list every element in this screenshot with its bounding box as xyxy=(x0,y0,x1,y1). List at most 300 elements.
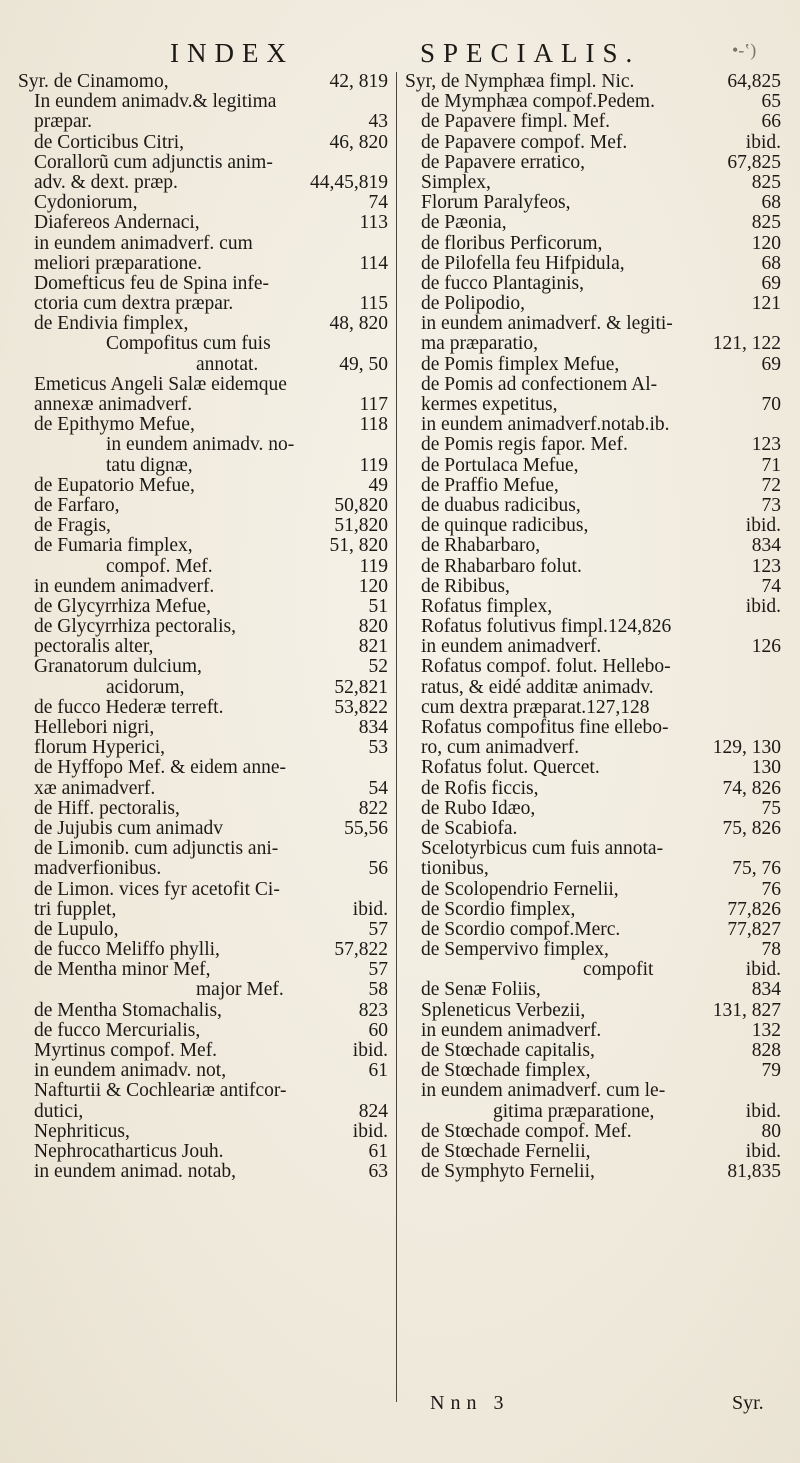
entry-text: de Pomis regis fapor. Mef. xyxy=(421,434,628,456)
entry-page-ref: 75, 76 xyxy=(732,858,781,880)
index-entry xyxy=(18,536,388,556)
index-entry xyxy=(18,819,388,839)
entry-page-ref: 56 xyxy=(368,858,388,880)
entry-text: Rofatus compof. folut. Hellebo- xyxy=(421,656,671,678)
index-entry xyxy=(18,496,388,516)
entry-text: tri fupplet, xyxy=(34,898,117,920)
header-title-left: INDEX xyxy=(170,38,294,68)
index-entry xyxy=(405,173,781,193)
index-entry xyxy=(405,678,781,698)
entry-page-ref: 74, 826 xyxy=(722,777,781,799)
entry-page-ref: 67,825 xyxy=(727,151,781,173)
entry-page-ref: 834 xyxy=(751,979,781,1001)
entry-page-ref: 130 xyxy=(751,757,781,779)
entry-page-ref: 78 xyxy=(761,939,781,961)
entry-text: tionibus, xyxy=(421,858,489,880)
entry-text: in eundem animadverf. & legiti- xyxy=(421,313,673,335)
index-entry xyxy=(405,112,781,132)
index-entry xyxy=(405,193,781,213)
index-entry xyxy=(405,234,781,254)
index-entry xyxy=(18,193,388,213)
index-entry xyxy=(18,1061,388,1081)
index-entry xyxy=(405,1081,781,1101)
entry-text: in eundem animadverf. xyxy=(421,1019,602,1041)
index-entry xyxy=(18,577,388,597)
index-entry xyxy=(405,960,781,980)
entry-text: Syr, de Nymphæa fimpl. Nic. xyxy=(405,71,635,92)
entry-text: annexæ animadverf. xyxy=(34,394,193,415)
index-entry xyxy=(405,496,781,516)
entry-text: Cydoniorum, xyxy=(34,192,138,214)
index-entry xyxy=(18,597,388,617)
entry-text: compofit xyxy=(583,959,654,981)
entry-page-ref: 120 xyxy=(358,575,388,597)
entry-page-ref: ibid. xyxy=(745,959,781,981)
index-entry xyxy=(405,294,781,314)
entry-text: de Scolopendrio Fernelii, xyxy=(421,878,619,900)
entry-page-ref: 43 xyxy=(368,111,388,133)
entry-page-ref: 823 xyxy=(358,999,388,1021)
entry-text: de Praffio Mefue, xyxy=(421,474,559,496)
entry-page-ref: 114 xyxy=(359,252,388,274)
entry-page-ref: ibid. xyxy=(745,595,781,617)
entry-page-ref: 77,827 xyxy=(727,918,781,940)
entry-page-ref: 49, 50 xyxy=(339,353,388,375)
index-entry xyxy=(405,758,781,778)
entry-text: de Mentha minor Mef, xyxy=(34,959,211,981)
entry-page-ref: 126 xyxy=(751,636,781,658)
index-entry xyxy=(405,1001,781,1021)
entry-text: de Sempervivo fimplex, xyxy=(421,939,609,961)
entry-page-ref: ibid. xyxy=(352,1040,388,1061)
entry-page-ref: 825 xyxy=(751,212,781,234)
entry-text: de Hyffopo Mef. & eidem anne- xyxy=(34,757,286,779)
index-entry xyxy=(18,698,388,718)
index-entry xyxy=(405,940,781,960)
entry-text: de fucco Meliffo phylli, xyxy=(34,939,220,961)
entry-text: de Jujubis cum animadv xyxy=(34,817,224,839)
entry-text: meliori præparatione. xyxy=(34,252,202,274)
entry-page-ref: 53,822 xyxy=(334,696,388,718)
entry-page-ref: 131, 827 xyxy=(712,999,781,1021)
index-entry xyxy=(18,758,388,778)
index-entry xyxy=(18,355,388,375)
entry-text: ctoria cum dextra præpar. xyxy=(34,293,234,315)
entry-text: de fucco Hederæ terreft. xyxy=(34,696,224,718)
index-entry xyxy=(18,1142,388,1162)
index-entry xyxy=(18,1102,388,1122)
entry-page-ref: 119 xyxy=(359,555,388,577)
index-entry xyxy=(18,314,388,334)
index-entry xyxy=(18,254,388,274)
entry-page-ref: 57 xyxy=(368,959,388,981)
index-entry xyxy=(18,779,388,799)
entry-text: Rofatus folutivus fimpl.124,826 xyxy=(421,616,672,638)
entry-text: ratus, & eidé additæ animadv. xyxy=(421,676,654,698)
index-entry xyxy=(18,1122,388,1142)
index-entry xyxy=(18,1021,388,1041)
entry-text: Granatorum dulcium, xyxy=(34,656,202,678)
entry-text: de Pomis ad confectionem Al- xyxy=(421,373,658,395)
entry-text: de fucco Plantaginis, xyxy=(421,272,584,294)
index-entry xyxy=(18,920,388,940)
entry-page-ref: 58 xyxy=(368,979,388,1001)
entry-page-ref: 65 xyxy=(761,91,781,113)
entry-page-ref: 118 xyxy=(359,414,388,436)
entry-text: acidorum, xyxy=(106,676,185,698)
entry-page-ref: 69 xyxy=(761,353,781,375)
entry-page-ref: 129, 130 xyxy=(712,737,781,759)
entry-page-ref: 51, 820 xyxy=(329,535,388,557)
entry-page-ref: 77,826 xyxy=(727,898,781,920)
entry-text: Rofatus compofitus fine ellebo- xyxy=(421,717,669,738)
index-entry xyxy=(405,395,781,415)
entry-text: de quinque radicibus, xyxy=(421,515,589,537)
entry-page-ref: 79 xyxy=(761,1060,781,1082)
entry-page-ref: 44,45,819 xyxy=(310,171,388,193)
index-entry xyxy=(405,900,781,920)
index-entry xyxy=(405,1061,781,1081)
entry-text: de Farfaro, xyxy=(34,494,120,516)
index-entry xyxy=(405,476,781,496)
catchword: Syr. xyxy=(732,1392,764,1414)
entry-page-ref: 121 xyxy=(751,293,781,315)
entry-page-ref: 824 xyxy=(358,1100,388,1122)
entry-text: de Eupatorio Mefue, xyxy=(34,474,195,496)
entry-text: Corallorũ cum adjunctis anim- xyxy=(34,151,273,173)
index-entry xyxy=(18,334,388,354)
entry-page-ref: 120 xyxy=(751,232,781,254)
index-entry xyxy=(18,274,388,294)
entry-text: de Rofis ficcis, xyxy=(421,777,539,799)
entry-page-ref: 72 xyxy=(761,474,781,496)
entry-page-ref: 115 xyxy=(359,293,388,315)
index-entry xyxy=(405,738,781,758)
entry-text: de Senæ Foliis, xyxy=(421,979,541,1001)
index-entry xyxy=(18,940,388,960)
signature-mark: Nnn 3 xyxy=(430,1392,510,1414)
entry-text: adv. & dext. præp. xyxy=(34,171,178,193)
entry-text: Myrtinus compof. Mef. xyxy=(34,1040,218,1061)
entry-text: compof. Mef. xyxy=(106,555,213,577)
entry-page-ref: 52,821 xyxy=(334,676,388,698)
index-entry xyxy=(18,395,388,415)
entry-page-ref: 821 xyxy=(358,636,388,658)
index-entry xyxy=(405,819,781,839)
entry-page-ref: 57,822 xyxy=(334,939,388,961)
entry-text: de Limonib. cum adjunctis ani- xyxy=(34,838,279,860)
index-entry xyxy=(18,234,388,254)
index-entry xyxy=(18,294,388,314)
entry-text: gitima præparatione, xyxy=(493,1100,655,1122)
index-entry xyxy=(18,153,388,173)
index-entry xyxy=(18,859,388,879)
index-entry xyxy=(405,597,781,617)
entry-text: de Rhabarbaro, xyxy=(421,535,541,557)
entry-page-ref: 68 xyxy=(761,252,781,274)
entry-text: de Pæonia, xyxy=(421,212,507,234)
index-entry xyxy=(18,617,388,637)
entry-page-ref: 53 xyxy=(368,737,388,759)
entry-page-ref: 52 xyxy=(368,656,388,678)
entry-page-ref: 119 xyxy=(359,454,388,476)
entry-page-ref: 825 xyxy=(751,171,781,193)
index-entry xyxy=(18,456,388,476)
index-entry xyxy=(18,1081,388,1101)
entry-page-ref: 61 xyxy=(368,1140,388,1162)
index-entry xyxy=(18,415,388,435)
entry-text: kermes expetitus, xyxy=(421,394,558,415)
index-entry xyxy=(405,839,781,859)
index-entry xyxy=(18,213,388,233)
entry-text: de Papavere compof. Mef. xyxy=(421,131,628,153)
entry-text: de Stœchade capitalis, xyxy=(421,1040,595,1061)
entry-text: de Hiff. pectoralis, xyxy=(34,797,180,819)
entry-text: cum dextra præparat.127,128 xyxy=(421,696,650,718)
entry-text: tatu dignæ, xyxy=(106,454,193,476)
index-entry xyxy=(18,92,388,112)
index-entry xyxy=(405,799,781,819)
entry-text: Nephriticus, xyxy=(34,1120,130,1142)
index-entry xyxy=(18,375,388,395)
entry-page-ref: 123 xyxy=(751,555,781,577)
entry-text: de Glycyrrhiza Mefue, xyxy=(34,595,212,617)
entry-page-ref: 113 xyxy=(359,212,388,234)
index-entry xyxy=(405,1021,781,1041)
index-entry xyxy=(405,274,781,294)
entry-text: de fucco Mercurialis, xyxy=(34,1019,201,1041)
entry-page-ref: 828 xyxy=(751,1040,781,1061)
index-entry xyxy=(18,657,388,677)
entry-page-ref: 46, 820 xyxy=(329,131,388,153)
index-entry xyxy=(405,456,781,476)
entry-page-ref: 42, 819 xyxy=(329,71,388,92)
index-entry xyxy=(18,900,388,920)
entry-page-ref: ibid. xyxy=(352,898,388,920)
entry-text: de Fumaria fimplex, xyxy=(34,535,193,557)
entry-page-ref: 80 xyxy=(761,1120,781,1142)
index-entry xyxy=(18,980,388,1000)
entry-text: Scelotyrbicus cum fuis annota- xyxy=(421,838,664,860)
entry-text: de Corticibus Citri, xyxy=(34,131,185,153)
entry-page-ref: 81,835 xyxy=(727,1161,781,1183)
entry-text: de Symphyto Fernelii, xyxy=(421,1161,595,1183)
entry-text: Nephrocatharticus Jouh. xyxy=(34,1140,224,1162)
index-entry xyxy=(405,314,781,334)
entry-text: de floribus Perficorum, xyxy=(421,232,603,254)
entry-page-ref: ibid. xyxy=(745,515,781,537)
index-entry xyxy=(18,1001,388,1021)
index-entry xyxy=(18,112,388,132)
index-entry xyxy=(18,718,388,738)
entry-text: de Portulaca Mefue, xyxy=(421,454,579,476)
index-entry xyxy=(18,637,388,657)
entry-text: Syr. de Cinamomo, xyxy=(18,71,169,92)
entry-text: de Papavere fimpl. Mef. xyxy=(421,111,610,133)
entry-text: de Epithymo Mefue, xyxy=(34,414,195,436)
index-entry xyxy=(405,72,781,92)
entry-text: de Glycyrrhiza pectoralis, xyxy=(34,616,236,638)
entry-text: annotat. xyxy=(196,353,259,375)
entry-text: Simplex, xyxy=(421,171,491,193)
entry-page-ref: 61 xyxy=(368,1060,388,1082)
entry-page-ref: ibid. xyxy=(745,131,781,153)
entry-text: In eundem animadv.& legitima xyxy=(34,91,277,113)
entry-page-ref: 76 xyxy=(761,878,781,900)
entry-text: de Pilofella feu Hifpidula, xyxy=(421,252,625,274)
entry-text: de Stœchade Fernelii, xyxy=(421,1140,591,1162)
index-entry xyxy=(18,476,388,496)
entry-text: præpar. xyxy=(34,111,92,133)
entry-text: Domefticus feu de Spina infe- xyxy=(34,272,270,294)
index-entry xyxy=(405,133,781,153)
entry-text: xæ animadverf. xyxy=(34,777,156,799)
entry-text: de Limon. vices fyr acetofit Ci- xyxy=(34,878,280,900)
entry-page-ref: 834 xyxy=(751,535,781,557)
index-entry xyxy=(405,1162,781,1182)
index-entry xyxy=(405,254,781,274)
entry-page-ref: 55,56 xyxy=(344,817,388,839)
right-column xyxy=(405,72,781,1182)
left-column xyxy=(18,72,388,1182)
entry-page-ref: ibid. xyxy=(745,1100,781,1122)
entry-text: de Fragis, xyxy=(34,515,111,537)
index-entry xyxy=(18,557,388,577)
entry-text: dutici, xyxy=(34,1100,84,1122)
index-entry xyxy=(18,738,388,758)
entry-text: in eundem animadverf. xyxy=(421,636,602,658)
entry-text: de Scabiofa. xyxy=(421,817,518,839)
entry-text: major Mef. xyxy=(196,979,284,1001)
index-entry xyxy=(18,72,388,92)
index-entry xyxy=(18,516,388,536)
index-entry xyxy=(18,839,388,859)
index-entry xyxy=(405,657,781,677)
entry-text: madverfionibus. xyxy=(34,858,162,880)
entry-text: de Endivia fimplex, xyxy=(34,313,189,335)
index-entry xyxy=(405,698,781,718)
index-entry xyxy=(18,799,388,819)
entry-page-ref: 66 xyxy=(761,111,781,133)
entry-text: in eundem animad. notab, xyxy=(34,1161,236,1183)
index-entry xyxy=(405,153,781,173)
index-entry xyxy=(405,375,781,395)
index-entry xyxy=(18,678,388,698)
entry-page-ref: 117 xyxy=(359,394,388,415)
column-divider xyxy=(396,72,397,1402)
entry-text: Rofatus folut. Quercet. xyxy=(421,757,600,779)
index-entry xyxy=(405,577,781,597)
index-entry xyxy=(18,1162,388,1182)
entry-text: in eundem animadverf. cum xyxy=(34,232,253,254)
index-entry xyxy=(18,880,388,900)
entry-page-ref: 54 xyxy=(368,777,388,799)
entry-text: ma præparatio, xyxy=(421,333,538,355)
index-entry xyxy=(405,415,781,435)
entry-text: Diafereos Andernaci, xyxy=(34,212,200,234)
index-entry xyxy=(405,1102,781,1122)
index-entry xyxy=(405,516,781,536)
entry-text: de Papavere erratico, xyxy=(421,151,586,173)
entry-text: de Ribibus, xyxy=(421,575,510,597)
entry-text: Florum Paralyfeos, xyxy=(421,192,571,214)
entry-text: Spleneticus Verbezii, xyxy=(421,999,586,1021)
entry-text: de Mentha Stomachalis, xyxy=(34,999,222,1021)
entry-text: ro, cum animadverf. xyxy=(421,737,580,759)
entry-page-ref: ibid. xyxy=(745,1140,781,1162)
entry-page-ref: 121, 122 xyxy=(712,333,781,355)
entry-text: de Polipodio, xyxy=(421,293,526,315)
entry-text: de Stœchade fimplex, xyxy=(421,1060,591,1082)
header-title-right: SPECIALIS. xyxy=(420,38,641,68)
index-entry xyxy=(405,637,781,657)
index-entry xyxy=(405,1041,781,1061)
entry-page-ref: 74 xyxy=(761,575,781,597)
index-entry xyxy=(405,213,781,233)
corner-mark: •-‛) xyxy=(732,40,757,60)
entry-page-ref: 69 xyxy=(761,272,781,294)
entry-page-ref: 75 xyxy=(761,797,781,819)
entry-page-ref: 49 xyxy=(368,474,388,496)
index-entry xyxy=(18,173,388,193)
index-entry xyxy=(405,536,781,556)
index-entry xyxy=(405,557,781,577)
entry-text: florum Hyperici, xyxy=(34,737,166,759)
entry-text: in eundem animadverf. xyxy=(34,575,215,597)
entry-text: de Scordio compof.Merc. xyxy=(421,918,621,940)
entry-page-ref: ibid. xyxy=(352,1120,388,1142)
index-entry xyxy=(405,859,781,879)
entry-text: de Stœchade compof. Mef. xyxy=(421,1120,632,1142)
entry-text: in eundem animadv. no- xyxy=(106,434,295,456)
entry-page-ref: 74 xyxy=(368,192,388,214)
entry-page-ref: 68 xyxy=(761,192,781,214)
entry-text: pectoralis alter, xyxy=(34,636,154,658)
entry-text: de Rhabarbaro folut. xyxy=(421,555,582,577)
index-entry xyxy=(405,880,781,900)
entry-text: Hellebori nigri, xyxy=(34,717,155,738)
running-header xyxy=(0,38,800,74)
entry-page-ref: 48, 820 xyxy=(329,313,388,335)
index-entry xyxy=(405,718,781,738)
entry-page-ref: 63 xyxy=(368,1161,388,1183)
entry-page-ref: 123 xyxy=(751,434,781,456)
entry-page-ref: 820 xyxy=(358,616,388,638)
entry-text: Rofatus fimplex, xyxy=(421,595,553,617)
entry-page-ref: 834 xyxy=(358,717,388,738)
entry-text: in eundem animadverf. cum le- xyxy=(421,1080,666,1102)
entry-page-ref: 57 xyxy=(368,918,388,940)
entry-page-ref: 73 xyxy=(761,494,781,516)
entry-page-ref: 822 xyxy=(358,797,388,819)
index-entry xyxy=(18,1041,388,1061)
index-entry xyxy=(18,133,388,153)
index-entry xyxy=(405,435,781,455)
entry-text: Compofitus cum fuis xyxy=(106,333,271,355)
index-entry xyxy=(405,779,781,799)
entry-page-ref: 50,820 xyxy=(334,494,388,516)
entry-text: in eundem animadverf.notab.ib. xyxy=(421,414,670,436)
entry-page-ref: 132 xyxy=(751,1019,781,1041)
entry-text: de duabus radicibus, xyxy=(421,494,581,516)
entry-text: Nafturtii & Cochleariæ antifcor- xyxy=(34,1080,287,1102)
entry-text: Emeticus Angeli Salæ eidemque xyxy=(34,373,287,395)
entry-text: de Scordio fimplex, xyxy=(421,898,576,920)
index-entry xyxy=(405,92,781,112)
entry-page-ref: 51 xyxy=(368,595,388,617)
index-entry xyxy=(405,1142,781,1162)
index-entry xyxy=(18,960,388,980)
